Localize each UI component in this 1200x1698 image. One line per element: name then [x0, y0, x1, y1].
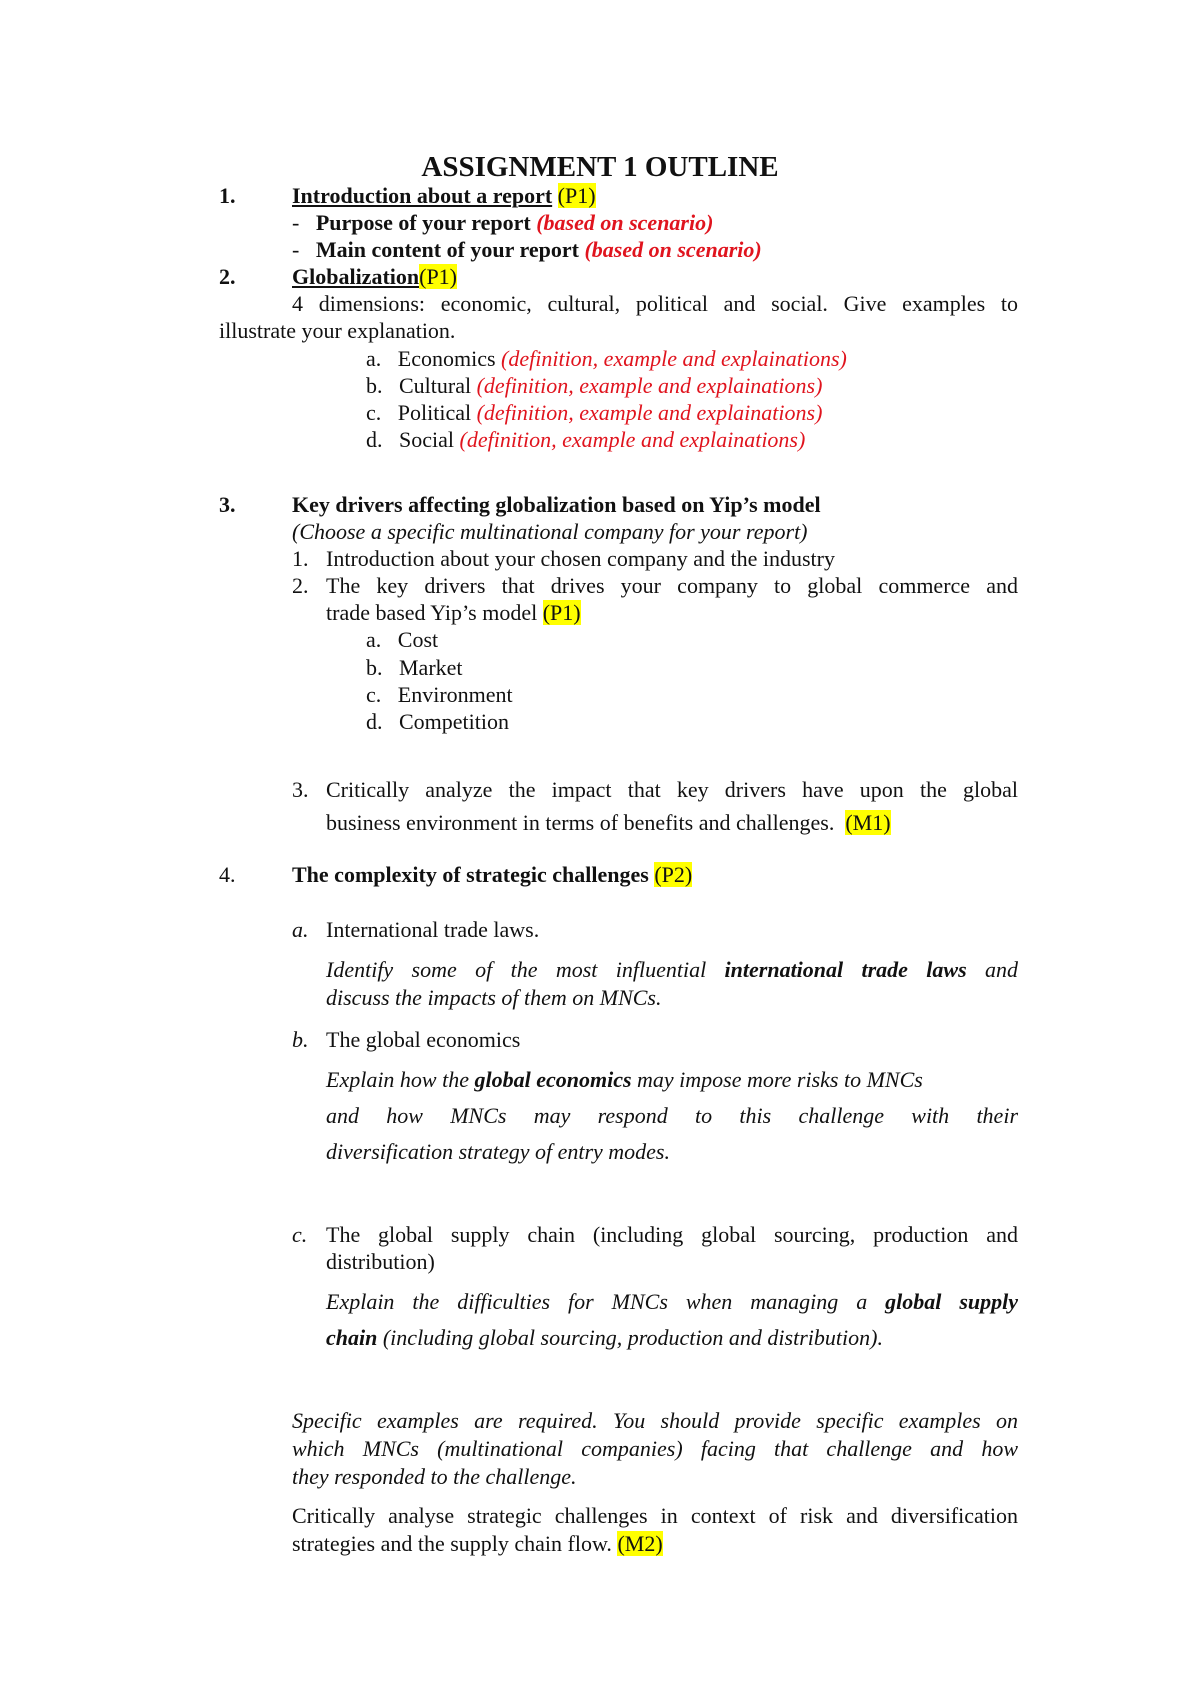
section-4-c-letter: c.	[292, 1222, 308, 1247]
a-desc-bold: international trade laws	[724, 957, 967, 982]
c-desc-bold-2: chain	[326, 1325, 378, 1350]
section-4-number: 4.	[219, 862, 236, 887]
item-text: Political	[397, 400, 472, 425]
section-4-c-title-line-1: The global supply chain (including global sourcing, production and	[326, 1222, 1018, 1247]
examples-note-line-1: Specific examples are required. You should provide specific examples on	[292, 1408, 1018, 1433]
section-1-number: 1.	[219, 183, 236, 208]
section-4-heading-line	[292, 862, 692, 888]
section-3-number: 3.	[219, 492, 236, 517]
section-3-point-1-number: 1.	[292, 546, 309, 571]
section-3-point-3-number: 3.	[292, 777, 309, 802]
point-3-tag: (M1)	[845, 810, 891, 835]
section-2-number: 2.	[219, 264, 236, 289]
section-4-tag: (P2)	[654, 862, 693, 887]
point-2-tag: (P1)	[542, 600, 581, 625]
section-4-heading: The complexity of strategic challenges	[292, 862, 649, 887]
section-1-bullet-purpose	[292, 210, 713, 236]
section-4-c-desc-line-2	[326, 1325, 883, 1351]
list-item	[366, 682, 513, 708]
item-letter: d.	[366, 427, 383, 452]
section-3-point-3-line-1: Critically analyze the impact that key drivers have upon the global	[326, 777, 1018, 802]
item-text: Cost	[397, 627, 439, 652]
section-3-point-2-number: 2.	[292, 573, 309, 598]
section-4-b-desc-line-2: and how MNCs may respond to this challenge with their	[326, 1103, 1018, 1128]
dash: -	[292, 210, 300, 235]
content-note: (based on scenario)	[584, 237, 762, 262]
item-text: Competition	[399, 709, 509, 734]
section-1-heading-line	[292, 183, 596, 209]
point-3-text: business environment in terms of benefits and challenges.	[326, 810, 835, 835]
item-text: Cultural	[399, 373, 472, 398]
section-2-heading-line	[292, 264, 457, 290]
critical-analysis-line-1: Critically analyse strategic challenges in context of risk and diversification	[292, 1503, 1018, 1528]
item-letter: c.	[366, 400, 382, 425]
a-desc-pre: Identify some of the most influential	[326, 957, 707, 982]
item-letter: b.	[366, 655, 383, 680]
section-4-a-desc-line-1	[326, 957, 1018, 983]
list-item	[366, 427, 805, 453]
section-2-tag: (P1)	[419, 264, 458, 289]
section-4-c-title-line-2: distribution)	[326, 1249, 435, 1274]
section-1-heading: Introduction about a report	[292, 183, 553, 208]
section-4-a-desc-line-2: discuss the impacts of them on MNCs.	[326, 985, 662, 1010]
section-3-heading: Key drivers affecting globalization based on Yip’s model	[292, 492, 821, 517]
c-desc-post: (including global sourcing, production and distribution).	[382, 1325, 883, 1350]
section-2-body-line-1: 4 dimensions: economic, cultural, political and social. Give examples to	[292, 291, 1018, 316]
section-2-body-line-2: illustrate your explanation.	[219, 318, 456, 343]
c-desc-bold: global supply	[885, 1289, 1019, 1314]
b-desc-bold: global economics	[474, 1067, 632, 1092]
item-letter: c.	[366, 682, 382, 707]
item-text: Market	[399, 655, 463, 680]
item-letter: b.	[366, 373, 383, 398]
c-desc-pre: Explain the difficulties for MNCs when managing a	[326, 1289, 868, 1314]
purpose-text: Purpose of your report	[315, 210, 531, 235]
examples-note-line-2: which MNCs (multinational companies) facing that challenge and how	[292, 1436, 1018, 1461]
section-1-tag: (P1)	[557, 183, 596, 208]
critical-analysis-line-2	[292, 1531, 663, 1557]
section-4-a-title: International trade laws.	[326, 917, 540, 942]
b-desc-pre: Explain how the	[326, 1067, 469, 1092]
section-1-bullet-content	[292, 237, 762, 263]
item-note: (definition, example and explainations)	[501, 346, 847, 371]
section-4-a-letter: a.	[292, 917, 309, 942]
section-4-b-desc-line-3: diversification strategy of entry modes.	[326, 1139, 670, 1164]
item-note: (definition, example and explainations)	[459, 427, 806, 452]
list-item	[366, 627, 438, 653]
section-3-point-2-line-1: The key drivers that drives your company to global commerce and	[326, 573, 1018, 598]
section-4-b-title: The global economics	[326, 1027, 521, 1052]
purpose-note: (based on scenario)	[536, 210, 714, 235]
item-text: Economics	[397, 346, 496, 371]
list-item	[366, 346, 847, 372]
list-item	[366, 400, 822, 426]
critical-tag: (M2)	[617, 1531, 663, 1556]
list-item	[366, 709, 509, 735]
dash: -	[292, 237, 300, 262]
section-4-b-letter: b.	[292, 1027, 309, 1052]
section-3-point-1: Introduction about your chosen company and the industry	[326, 546, 835, 571]
critical-text: strategies and the supply chain flow.	[292, 1531, 612, 1556]
a-desc-post: and	[985, 957, 1018, 982]
list-item	[366, 655, 463, 681]
item-letter: a.	[366, 346, 382, 371]
section-2-heading: Globalization	[292, 264, 420, 289]
item-note: (definition, example and explainations)	[476, 373, 823, 398]
item-text: Social	[399, 427, 454, 452]
point-2-text: trade based Yip’s model	[326, 600, 538, 625]
content-text: Main content of your report	[315, 237, 579, 262]
item-text: Environment	[397, 682, 513, 707]
page-title: ASSIGNMENT 1 OUTLINE	[421, 151, 779, 183]
section-3-point-2-line-2	[326, 600, 581, 626]
section-3-subheading: (Choose a specific multinational company for your report)	[292, 519, 808, 544]
item-letter: a.	[366, 627, 382, 652]
item-note: (definition, example and explainations)	[476, 400, 823, 425]
section-3-point-3-line-2	[326, 810, 891, 836]
section-4-c-desc-line-1	[326, 1289, 1018, 1315]
examples-note-line-3: they responded to the challenge.	[292, 1464, 577, 1489]
section-4-b-desc-line-1	[326, 1067, 923, 1093]
b-desc-post: may impose more risks to MNCs	[637, 1067, 923, 1092]
list-item	[366, 373, 822, 399]
item-letter: d.	[366, 709, 383, 734]
